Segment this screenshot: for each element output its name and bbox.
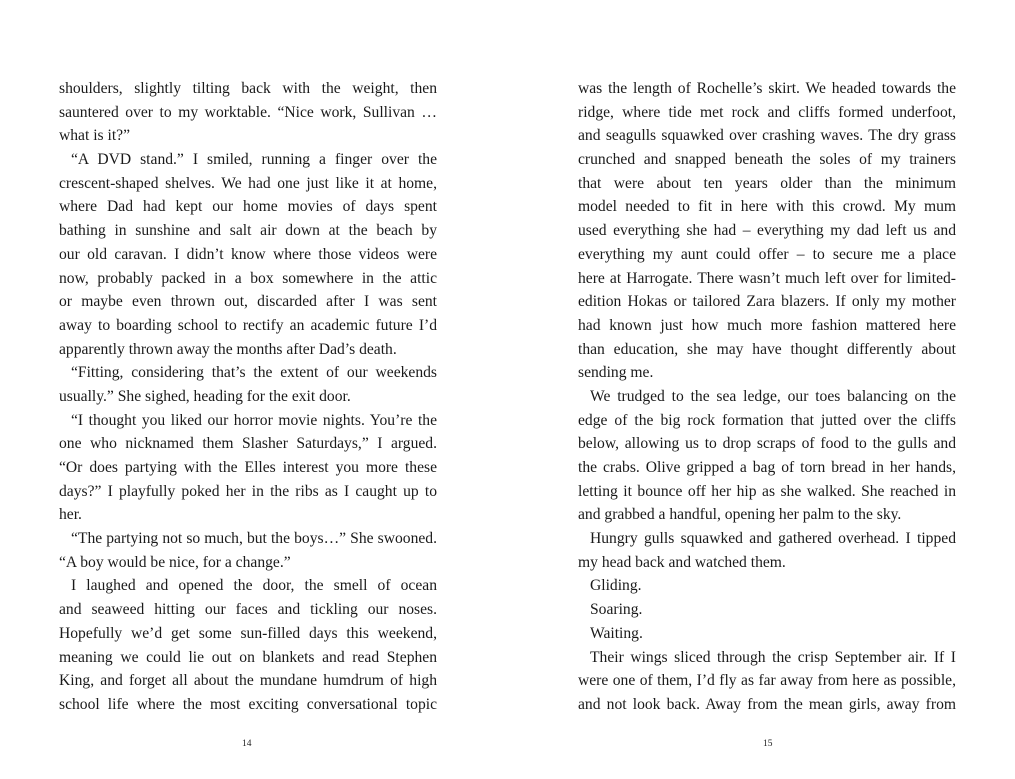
text-line: and seagulls squawked over crashing waves. The dry grass [578,127,956,145]
text-line: and grabbed a handful, opening her palm to the sky. [578,506,902,524]
text-line: used everything she had – everything my dad left us and [578,222,956,240]
text-line: where Dad had kept our home movies of days spent [59,198,437,216]
text-line: Gliding. [590,577,642,595]
text-line: here at Harrogate. There wasn’t much left over for limited- [578,269,956,287]
right-page [578,77,956,717]
text-line: “A boy would be nice, for a change.” [59,553,291,571]
text-line: “Or does partying with the Elles interest you more these [59,459,437,476]
text-line: below, allowing us to drop scraps of food to the gulls and [578,435,956,453]
text-line: We trudged to the sea ledge, our toes balancing on the [590,387,956,405]
text-line: model needed to fit in here with this crowd. My mum [578,198,956,216]
text-line: her. [59,506,82,524]
text-line: apparently thrown away the months after Dad’s death. [59,340,397,358]
text-line: crunched and snapped beneath the soles of my trainers [578,151,956,169]
text-line: days?” I playfully poked her in the ribs as I caught up to [59,482,437,500]
text-line: I laughed and opened the door, the smell of ocean [71,577,437,595]
text-line: sauntered over to my worktable. “Nice work, Sullivan … [59,103,437,121]
text-line: now, probably packed in a box somewhere in the attic [59,269,437,287]
text-line: one who nicknamed them Slasher Saturdays,” I argued. [59,435,437,453]
text-line: away to boarding school to rectify an academic future I’d [59,316,437,334]
text-line: the crabs. Olive gripped a bag of torn bread in her hands, [578,459,956,476]
page-number-left: 14 [242,739,252,749]
text-line: edition Hokas or tailored Zara blazers. If only my mother [578,293,956,311]
text-line: King, and forget all about the mundane humdrum of high [59,672,437,690]
text-line: letting it bounce off her hip as she walked. She reached in [578,482,956,500]
text-line: edge of the big rock formation that jutted over the cliffs [578,411,956,429]
text-line: Hungry gulls squawked and gathered overhead. I tipped [590,530,956,548]
text-line: “A DVD stand.” I smiled, running a finger over the [71,151,437,169]
text-line: Waiting. [590,624,643,642]
text-line: shoulders, slightly tilting back with the weight, then [59,80,437,97]
text-line: had known just how much more fashion mattered here [578,316,956,334]
text-line: that were about ten years older than the minimum [578,174,956,192]
text-line: everything my aunt could offer – to secure me a place [578,245,956,263]
text-line: were one of them, I’d fly as far away from here as possible, [578,672,956,690]
text-line: than education, she may have thought differently about [578,340,956,358]
text-line: our old caravan. I didn’t know where those videos were [59,245,437,263]
text-line: bathing in sunshine and salt air down at the beach by [59,222,437,240]
text-line: school life where the most exciting conversational topic [59,695,437,713]
text-line: “Fitting, considering that’s the extent of our weekends [71,364,437,382]
text-line: was the length of Rochelle’s skirt. We headed towards the [578,80,956,97]
text-line: Their wings sliced through the crisp September air. If I [590,648,956,666]
text-line: ridge, where tide met rock and cliffs formed underfoot, [578,103,956,121]
left-page [59,77,437,717]
text-line: crescent-shaped shelves. We had one just like it at home, [59,174,437,192]
text-line: meaning we could lie out on blankets and read Stephen [59,648,437,666]
text-line: what is it?” [59,127,131,145]
text-line: usually.” She sighed, heading for the exit door. [59,387,351,405]
text-line: and not look back. Away from the mean girls, away from [578,695,956,713]
text-line: “The partying not so much, but the boys…” She swooned. [71,530,437,548]
text-line: or maybe even thrown out, discarded after I was sent [59,293,437,311]
text-line: Hopefully we’d get some sun-filled days this weekend, [59,624,437,642]
text-line: “I thought you liked our horror movie nights. You’re the [71,411,437,429]
text-line: and seaweed hitting our faces and tickling our noses. [59,601,437,619]
text-line: Soaring. [590,601,643,619]
page-number-right: 15 [763,739,773,749]
text-line: my head back and watched them. [578,553,786,571]
text-line: sending me. [578,364,654,382]
